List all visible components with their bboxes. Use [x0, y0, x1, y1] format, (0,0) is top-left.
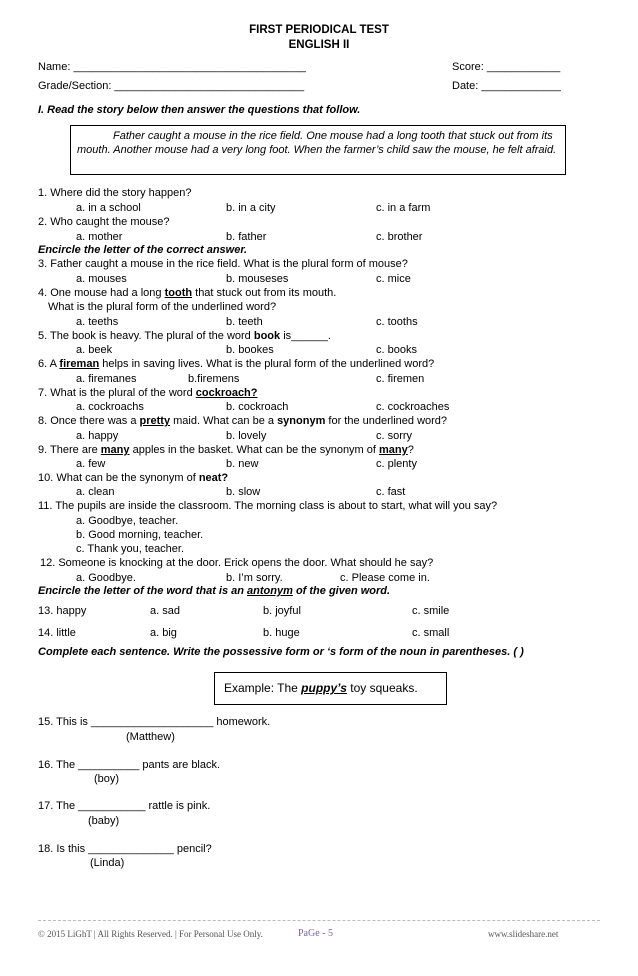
score-field-label: Score: ____________ [452, 61, 561, 73]
q9-choice-b: b. new [226, 458, 259, 470]
question-14: 14. little [38, 627, 76, 639]
question-16: 16. The __________ pants are black. [38, 759, 221, 771]
q1-choice-c: c. in a farm [376, 202, 431, 214]
q5-choice-a: a. beek [76, 344, 113, 356]
antonym-underlined-word: antonym [247, 585, 293, 597]
q9-underlined-word: many [100, 444, 130, 456]
q10-choice-c: c. fast [376, 486, 406, 498]
question-1: 1. Where did the story happen? [38, 187, 192, 199]
question-18: 18. Is this ______________ pencil? [38, 843, 212, 855]
footer-website: www.slideshare.net [488, 929, 559, 939]
question-8: 8. Once there was a pretty maid. What can be a synonym for the underlined word? [38, 415, 448, 427]
question-4-line2: What is the plural form of the underlined word? [48, 301, 277, 313]
q1-choice-a: a. in a school [76, 202, 141, 214]
q3-choice-a: a. mouses [76, 273, 127, 285]
q10-bold-word: neat? [198, 472, 229, 484]
q6-underlined-word: fireman [59, 358, 100, 370]
q12-choice-a: a. Goodbye. [76, 572, 136, 584]
q7-underlined-word: cockroach? [195, 387, 258, 399]
question-2: 2. Who caught the mouse? [38, 216, 170, 228]
question-9: 9. There are many apples in the basket. What can be the synonym of many? [38, 444, 414, 456]
example-possessive-word: puppy’s [301, 681, 347, 695]
question-12: 12. Someone is knocking at the door. Erick opens the door. What should he say? [40, 557, 434, 569]
example-sentence: Example: The puppy’s toy squeaks. [224, 681, 418, 695]
story-box: Father caught a mouse in the rice field. One mouse had a long tooth that stuck out from its mouth. Another mouse had a very long foot. When the farmer’s child saw the mouse, he felt afraid. [70, 125, 566, 175]
question-7: 7. What is the plural of the word cockroach? [38, 387, 258, 399]
q5-choice-b: b. bookes [226, 344, 274, 356]
q12-choice-c: c. Please come in. [340, 572, 430, 584]
q8-underlined-word: pretty [139, 415, 171, 427]
q11-choice-a: a. Goodbye, teacher. [76, 515, 179, 527]
q14-choice-a: a. big [150, 627, 177, 639]
question-11: 11. The pupils are inside the classroom. The morning class is about to start, what will you say? [38, 500, 498, 512]
question-10: 10. What can be the synonym of neat? [38, 472, 229, 484]
question-17: 17. The ___________ rattle is pink. [38, 800, 211, 812]
name-field-label: Name: ______________________________________ [38, 61, 306, 73]
q9-choice-c: c. plenty [376, 458, 417, 470]
q4-choice-b: b. teeth [226, 316, 263, 328]
grade-section-field-label: Grade/Section: _______________________________ [38, 80, 305, 92]
q8-choice-b: b. lovely [226, 430, 267, 442]
q7-choice-a: a. cockroachs [76, 401, 144, 413]
q5-choice-c: c. books [376, 344, 417, 356]
q8-choice-c: c. sorry [376, 430, 413, 442]
q12-choice-b: b. I’m sorry. [226, 572, 283, 584]
section-instruction-encircle: Encircle the letter of the correct answer. [38, 244, 248, 256]
q10-choice-b: b. slow [226, 486, 261, 498]
q4-choice-a: a. teeths [76, 316, 119, 328]
question-5: 5. The book is heavy. The plural of the word book is______. [38, 330, 331, 342]
q2-choice-b: b. father [226, 231, 267, 243]
q10-choice-a: a. clean [76, 486, 115, 498]
question-6: 6. A fireman helps in saving lives. What is the plural form of the underlined word? [38, 358, 435, 370]
q5-bold-word: book [253, 330, 281, 342]
q16-hint: (boy) [94, 773, 120, 785]
q7-choice-b: b. cockroach [226, 401, 289, 413]
footer-copyright: © 2015 LiGhT | All Rights Reserved. | For Personal Use Only. [38, 929, 263, 939]
q6-choice-a: a. firemanes [76, 373, 137, 385]
q8-choice-a: a. happy [76, 430, 119, 442]
section-instruction-antonym: Encircle the letter of the word that is an antonym of the given word. [38, 585, 391, 597]
q7-choice-c: c. cockroaches [376, 401, 450, 413]
q11-choice-b: b. Good morning, teacher. [76, 529, 204, 541]
question-15: 15. This is ____________________ homework. [38, 716, 271, 728]
question-4: 4. One mouse had a long tooth that stuck out from its mouth. [38, 287, 337, 299]
q8-bold-word: synonym [277, 415, 326, 427]
q6-choice-c: c. firemen [376, 373, 425, 385]
q6-choice-b: b.firemens [188, 373, 240, 385]
q4-choice-c: c. tooths [376, 316, 418, 328]
section-instruction-read: I. Read the story below then answer the questions that follow. [38, 104, 361, 116]
q18-hint: (Linda) [90, 857, 125, 869]
q2-choice-c: c. brother [376, 231, 423, 243]
section-instruction-possessive: Complete each sentence. Write the possessive form or ‘s form of the noun in parentheses. ( ) [38, 646, 524, 658]
q13-choice-b: b. joyful [263, 605, 301, 617]
q9-underlined-word-2: many [379, 444, 408, 456]
q3-choice-c: c. mice [376, 273, 411, 285]
q14-choice-c: c. small [412, 627, 450, 639]
footer-page-number: PaGe - 5 [298, 928, 333, 939]
q4-underlined-word: tooth [164, 287, 193, 299]
test-title: FIRST PERIODICAL TEST [249, 24, 389, 36]
q3-choice-b: b. mouseses [226, 273, 289, 285]
q1-choice-b: b. in a city [226, 202, 276, 214]
q15-hint: (Matthew) [126, 731, 175, 743]
question-13: 13. happy [38, 605, 87, 617]
q13-choice-a: a. sad [150, 605, 180, 617]
q9-choice-a: a. few [76, 458, 106, 470]
question-3: 3. Father caught a mouse in the rice field. What is the plural form of mouse? [38, 258, 408, 270]
q17-hint: (baby) [88, 815, 120, 827]
date-field-label: Date: _____________ [452, 80, 561, 92]
q2-choice-a: a. mother [76, 231, 123, 243]
test-subject: ENGLISH II [288, 39, 350, 51]
footer-divider [38, 920, 600, 921]
q14-choice-b: b. huge [263, 627, 300, 639]
q13-choice-c: c. smile [412, 605, 450, 617]
q11-choice-c: c. Thank you, teacher. [76, 543, 185, 555]
